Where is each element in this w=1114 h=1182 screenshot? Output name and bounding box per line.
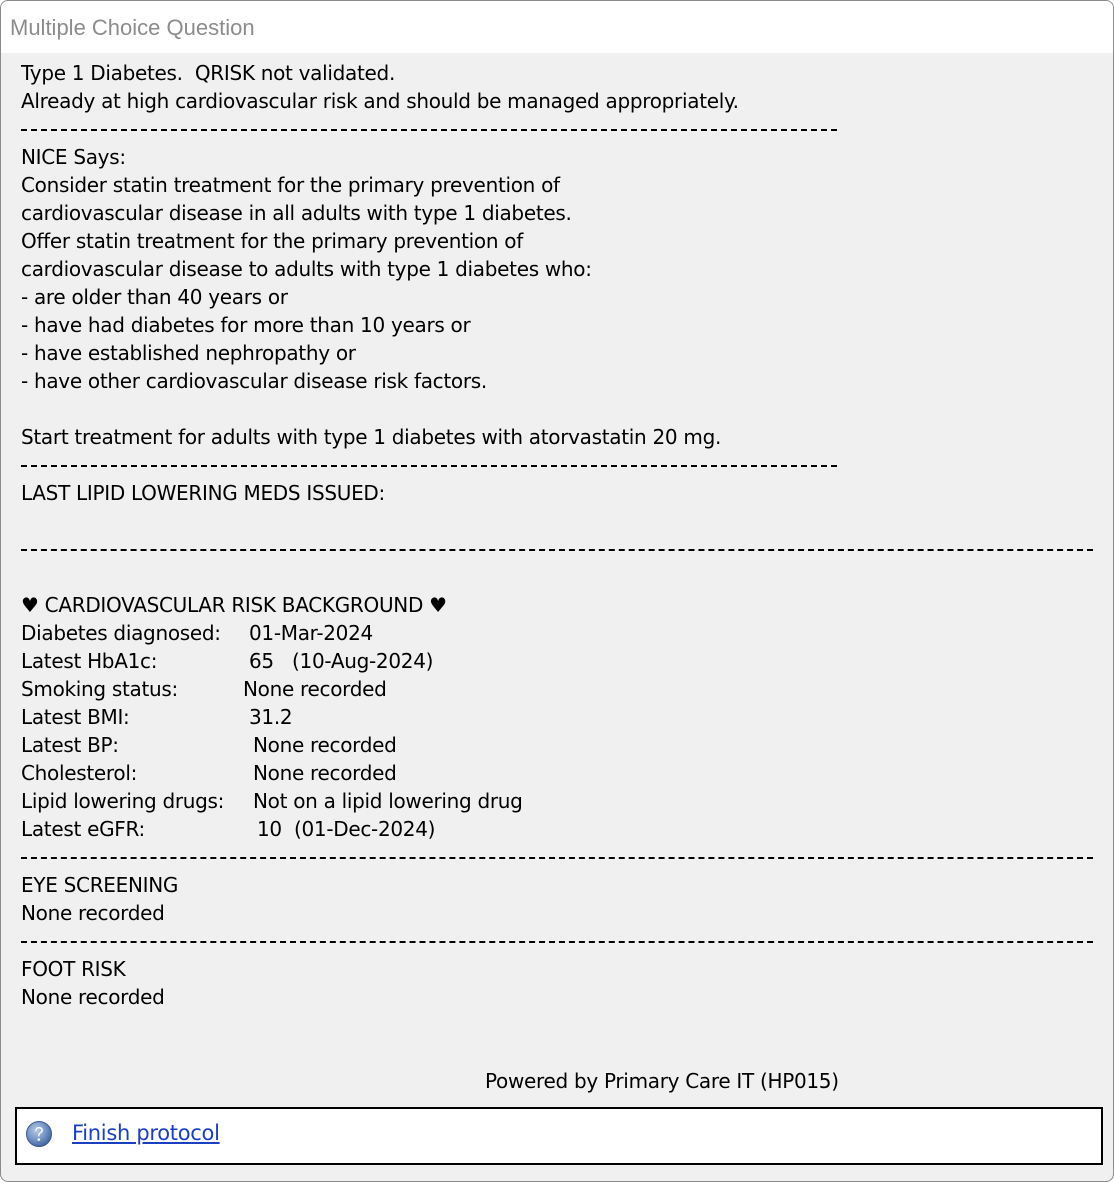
cv-row-smoking-status <box>21 675 1101 703</box>
blank-line <box>21 395 1101 423</box>
nice-line: Offer statin treatment for the primary prevention of <box>21 229 523 253</box>
blank-line <box>21 563 1101 591</box>
separator <box>21 927 1101 955</box>
cv-row-lipid-lowering-drugs <box>21 787 1101 815</box>
intro-line: Already at high cardiovascular risk and should be managed appropriately. <box>21 89 739 113</box>
nice-line: - have other cardiovascular disease risk factors. <box>21 369 487 393</box>
nice-line: Consider statin treatment for the primary prevention of <box>21 173 560 197</box>
cv-row-label: Latest eGFR: <box>21 817 145 841</box>
separator <box>21 535 1101 563</box>
nice-line: - have had diabetes for more than 10 years or <box>21 313 471 337</box>
cv-row-label: Cholesterol: <box>21 761 138 785</box>
cv-background-heading: ♥ CARDIOVASCULAR RISK BACKGROUND ♥ <box>21 593 447 617</box>
cv-row-value: 10 (01-Dec-2024) <box>257 817 436 841</box>
cv-row-label: Diabetes diagnosed: <box>21 621 221 645</box>
cv-row-bmi <box>21 703 1101 731</box>
cv-row-value: 65 (10-Aug-2024) <box>249 649 434 673</box>
cv-row-hba1c <box>21 647 1101 675</box>
nice-heading: NICE Says: <box>21 145 126 169</box>
lipid-meds-heading: LAST LIPID LOWERING MEDS ISSUED: <box>21 481 385 505</box>
help-icon <box>25 1120 53 1148</box>
eye-screening-heading: EYE SCREENING <box>21 873 179 897</box>
foot-risk-value: None recorded <box>21 985 165 1009</box>
separator <box>21 843 1101 871</box>
cv-row-label: Smoking status: <box>21 677 178 701</box>
title-bar <box>1 1 1113 53</box>
cv-row-value: 01-Mar-2024 <box>249 621 373 645</box>
nice-line: cardiovascular disease to adults with type 1 diabetes who: <box>21 257 592 281</box>
intro-line: Type 1 Diabetes. QRISK not validated. <box>21 61 396 85</box>
cv-row-value: Not on a lipid lowering drug <box>253 789 523 813</box>
nice-line: - are older than 40 years or <box>21 285 288 309</box>
action-list <box>15 1107 1103 1165</box>
protocol-text <box>21 59 1101 1011</box>
powered-by-text: Powered by Primary Care IT (HP015) <box>485 1069 839 1093</box>
cv-row-egfr <box>21 815 1101 843</box>
cv-row-label: Latest BMI: <box>21 705 130 729</box>
cv-row-bp <box>21 731 1101 759</box>
nice-line: cardiovascular disease in all adults with type 1 diabetes. <box>21 201 572 225</box>
cv-row-label: Latest HbA1c: <box>21 649 158 673</box>
cv-row-diabetes-diagnosed <box>21 619 1101 647</box>
cv-row-label: Lipid lowering drugs: <box>21 789 225 813</box>
separator <box>21 451 1101 479</box>
nice-line: - have established nephropathy or <box>21 341 356 365</box>
window-title: Multiple Choice Question <box>10 15 255 40</box>
cv-row-value: None recorded <box>253 761 397 785</box>
cv-row-value: 31.2 <box>249 705 293 729</box>
foot-risk-heading: FOOT RISK <box>21 957 126 981</box>
finish-protocol-link[interactable]: Finish protocol <box>72 1121 220 1145</box>
cv-row-cholesterol <box>21 759 1101 787</box>
eye-screening-value: None recorded <box>21 901 165 925</box>
cv-row-label: Latest BP: <box>21 733 119 757</box>
cv-row-value: None recorded <box>253 733 397 757</box>
blank-line <box>21 507 1101 535</box>
separator <box>21 115 1101 143</box>
start-treatment-line: Start treatment for adults with type 1 diabetes with atorvastatin 20 mg. <box>21 425 722 449</box>
cv-row-value: None recorded <box>243 677 387 701</box>
